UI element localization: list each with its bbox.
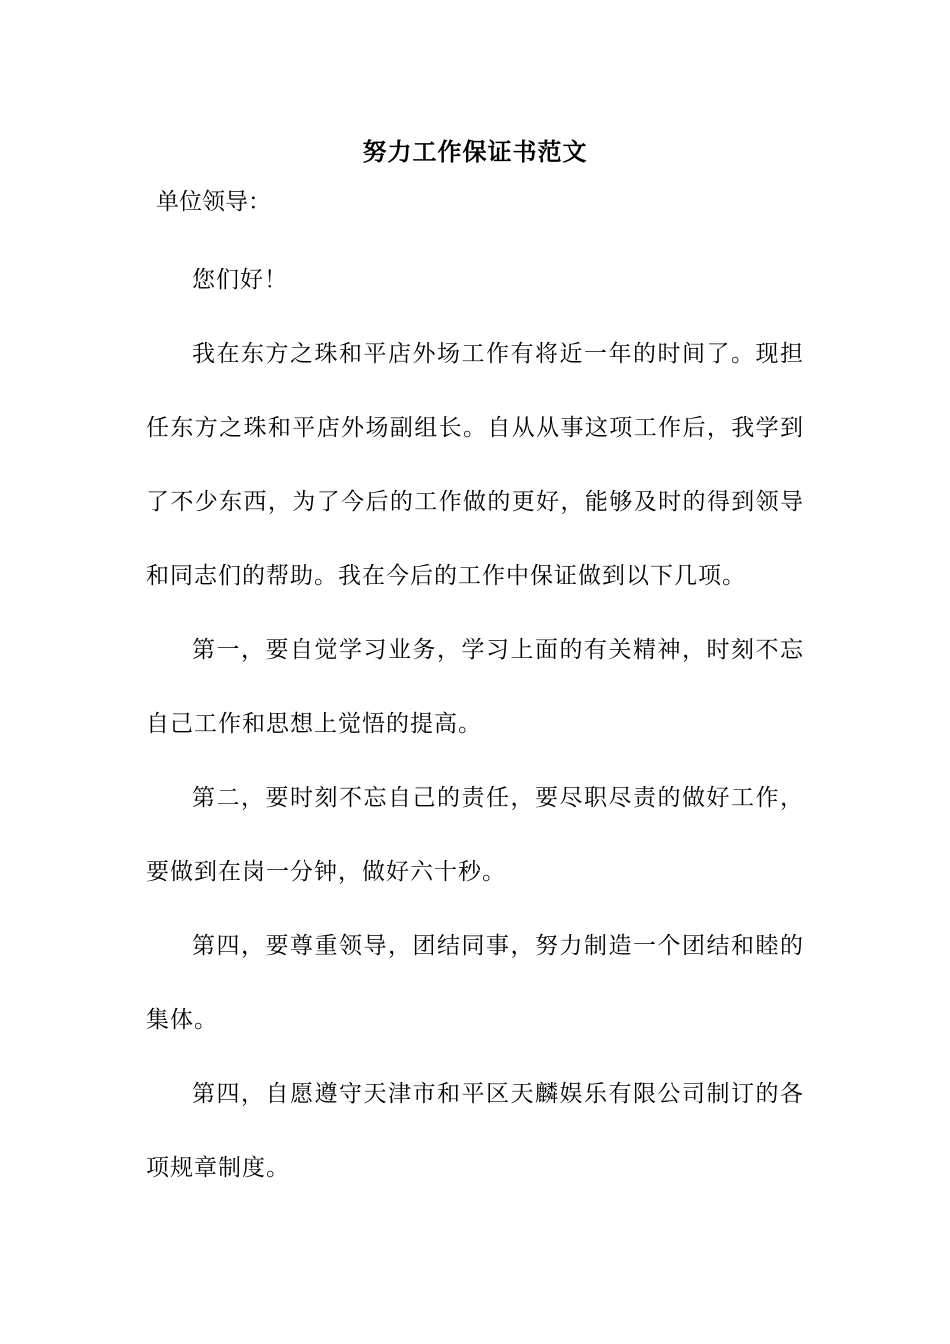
document-title: 努力工作保证书范文 [362, 137, 588, 166]
paragraph-item-1: 第一，要自觉学习业务，学习上面的有关精神，时刻不忘自己工作和思想上觉悟的提高。 [146, 637, 804, 737]
paragraph-item-2: 第二，要时刻不忘自己的责任，要尽职尽责的做好工作，要做到在岗一分钟，做好六十秒。 [146, 785, 804, 885]
paragraph-intro: 我在东方之珠和平店外场工作有将近一年的时间了。现担任东方之珠和平店外场副组长。自从从事这项工作后，我学到了不少东西，为了今后的工作做的更好，能够及时的得到领导和同志们的帮助。我在今后的工作中保证做到以下几项。 [146, 341, 804, 589]
salutation: 单位领导： [156, 189, 271, 215]
document-body [146, 243, 804, 1205]
paragraph-item-4: 第四，自愿遵守天津市和平区天麟娱乐有限公司制订的各项规章制度。 [146, 1081, 804, 1181]
paragraph-item-3: 第四，要尊重领导，团结同事，努力制造一个团结和睦的集体。 [146, 933, 804, 1033]
paragraph-greeting: 您们好！ [192, 267, 288, 293]
